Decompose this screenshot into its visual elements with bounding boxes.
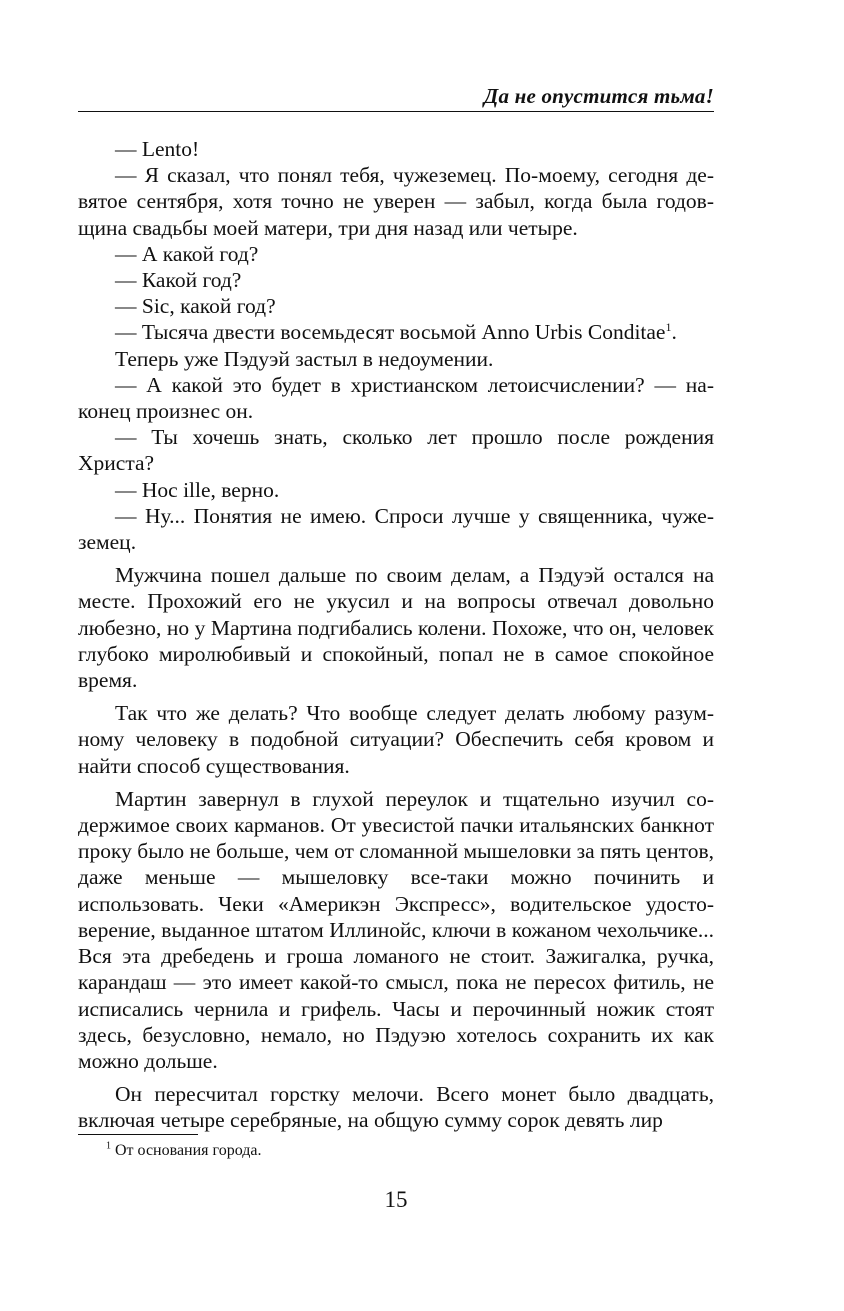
footnote-reference: 1 <box>665 320 672 335</box>
header-rule <box>78 111 714 112</box>
paragraph: — Ну... Понятия не имею. Спроси лучше у священника, чужеземец. <box>78 503 714 555</box>
footnote-marker: 1 <box>106 1140 111 1152</box>
paragraph: — Я сказал, что понял тебя, чужеземец. По-моему, сегодня девятое сентября, хотя точно не уверен — забыл, когда была годовщина свадьбы моей матери, три дня назад или четыре. <box>78 163 714 240</box>
paragraph: — А какой год? <box>115 241 259 266</box>
footnote-text: От основания города. <box>115 1142 262 1159</box>
paragraph: Мартин завернул в глухой переулок и тщательно изучил содержимое своих карманов. От увесистой пачки итальянских банкнот проку было не больше, чем от сломанной мышеловки за пять центов, даже меньше — мышеловку все-таки можно починить и использовать. Чеки «Америкэн Экспресс», водительское удостоверение, выданное штатом Иллинойс, ключи в кожаном чехольчике... Вся эта дребедень и гроша ломаного не стоит. Зажигалка, ручка, карандаш — это имеет какой-то смысл, пока не пересох фитиль, не исписались чернила и грифель. Часы и перочинный ножик стоят здесь, безусловно, немало, но Пэдуэю хотелось сохранить их как можно дольше. <box>78 786 714 1073</box>
paragraph: — Какой год? <box>115 268 242 293</box>
paragraph: Мужчина пошел дальше по своим делам, а Пэдуэй остался на месте. Прохожий его не укусил и на вопросы отвечал довольно любезно, но у Мартина подгибались колени. Похоже, что он, человек глубоко миролюбивый и спокойный, попал не в самое спокойное время. <box>78 563 714 693</box>
footnote-rule <box>78 1134 198 1135</box>
paragraph: — Тысяча двести восемьдесят восьмой Anno Urbis Conditae$^1$. <box>115 320 677 345</box>
paragraph: Теперь уже Пэдуэй застыл в недоумении. <box>115 346 494 371</box>
paragraph: — Lento! <box>115 137 200 161</box>
paragraph: Он пересчитал горстку мелочи. Всего монет было двадцать, включая четыре серебряные, на общую сумму сорок девять лир <box>78 1082 714 1133</box>
paragraph: Так что же делать? Что вообще следует делать любому разумному человеку в подобной ситуации? Обеспечить себя кровом и найти способ существования. <box>78 701 714 778</box>
paragraph: — Hoc ille, верно. <box>115 477 280 502</box>
paragraph: — А какой это будет в христианском летоисчислении? — наконец произнес он. <box>78 372 714 424</box>
paragraph: — Ты хочешь знать, сколько лет прошло после рождения Христа? <box>78 425 714 476</box>
body-text <box>78 136 714 1134</box>
running-head: Да не опустится тьма! <box>483 84 714 108</box>
paragraph: — Sic, какой год? <box>115 294 276 319</box>
page-number: 15 <box>384 1187 408 1212</box>
footnote <box>106 1141 261 1161</box>
